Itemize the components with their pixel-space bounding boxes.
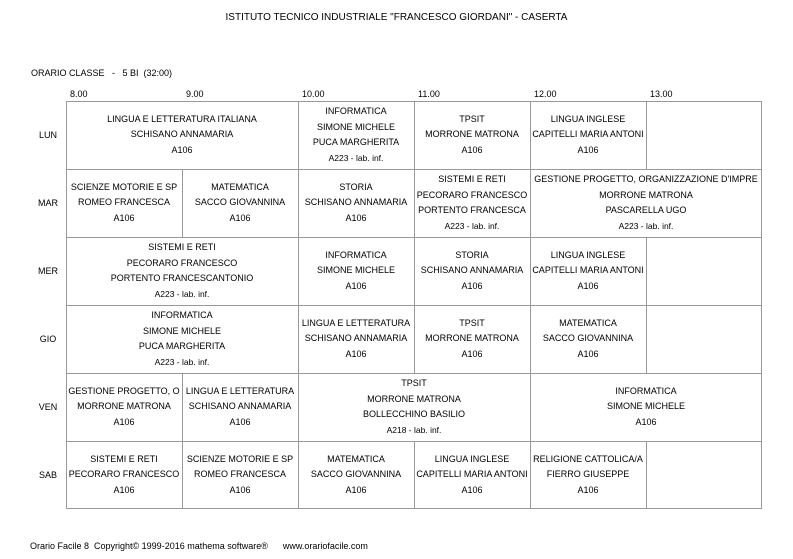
- lesson-cell: [298, 373, 530, 441]
- lesson-cell: [530, 169, 762, 237]
- day-label: VEN: [38, 402, 58, 412]
- room-label: A106: [577, 484, 599, 495]
- teacher-label: SCHISANO ANNAMARIA: [130, 129, 234, 140]
- lesson-cell: [298, 101, 414, 169]
- teacher-label: ROMEO FRANCESCA: [193, 469, 286, 480]
- teacher-label: MORRONE MATRONA: [77, 401, 171, 412]
- page-title: ISTITUTO TECNICO INDUSTRIALE "FRANCESCO GIORDANI" - CASERTA: [225, 12, 568, 23]
- room-label: A223 - lab. inf.: [154, 356, 210, 367]
- subject-label: LINGUA E LETTERATURA: [185, 385, 295, 396]
- lesson-cell: [182, 169, 298, 237]
- teacher-label: SACCO GIOVANNINA: [542, 333, 634, 344]
- hour-label: 11.00: [418, 89, 440, 99]
- teacher-label: SIMONE MICHELE: [606, 401, 685, 412]
- room-label: A106: [577, 144, 599, 155]
- lesson-cell: [414, 441, 530, 509]
- lesson-cell: [530, 441, 646, 509]
- subject-label: SISTEMI E RETI: [148, 242, 216, 252]
- teacher-label: PECORARO FRANCESCO: [126, 257, 238, 268]
- teacher-label: MORRONE MATRONA: [367, 393, 461, 404]
- teacher-label: FIERRO GIUSEPPE: [546, 469, 630, 480]
- teacher-label: CAPITELLI MARIA ANTONI: [532, 129, 644, 140]
- room-label: A106: [345, 280, 367, 291]
- teacher-label: CAPITELLI MARIA ANTONI: [416, 469, 528, 480]
- teacher-label: PECORARO FRANCESCO: [68, 469, 180, 480]
- subject-label: STORIA: [339, 181, 373, 192]
- subject-label: LINGUA INGLESE: [550, 249, 626, 260]
- room-label: A106: [345, 484, 367, 495]
- subject-label: SCIENZE MOTORIE E SP: [186, 453, 294, 464]
- room-label: A106: [577, 348, 599, 359]
- subject-label: INFORMATICA: [325, 249, 387, 260]
- hour-label: 8.00: [70, 89, 88, 99]
- day-label: GIO: [39, 334, 57, 344]
- teacher-label: PUCA MARGHERITA: [138, 341, 226, 351]
- lesson-cell: [530, 237, 646, 305]
- subject-label: SISTEMI E RETI: [90, 453, 158, 464]
- subject-label: MATEMATICA: [559, 317, 617, 328]
- subject-label: LINGUA INGLESE: [434, 453, 510, 464]
- lesson-cell: [530, 373, 762, 441]
- room-label: A106: [229, 484, 251, 495]
- subject-label: STORIA: [455, 249, 489, 260]
- subject-label: INFORMATICA: [151, 310, 213, 320]
- teacher-label: MORRONE MATRONA: [425, 333, 519, 344]
- subject-label: LINGUA INGLESE: [550, 113, 626, 124]
- subject-label: INFORMATICA: [325, 106, 387, 116]
- room-label: A223 - lab. inf.: [444, 220, 500, 231]
- subject-label: LINGUA E LETTERATURA: [301, 317, 411, 328]
- room-label: A106: [461, 484, 483, 495]
- subject-label: GESTIONE PROGETTO, O: [68, 385, 180, 396]
- teacher-label: SCHISANO ANNAMARIA: [304, 197, 408, 208]
- room-label: A106: [635, 416, 657, 427]
- subject-label: SCIENZE MOTORIE E SP: [70, 181, 178, 192]
- lesson-cell: [66, 237, 298, 305]
- hour-header: [66, 89, 762, 101]
- subject-label: TPSIT: [459, 317, 485, 328]
- room-label: A218 - lab. inf.: [386, 424, 442, 435]
- teacher-label: SIMONE MICHELE: [316, 121, 395, 132]
- room-label: A106: [345, 212, 367, 223]
- room-label: A106: [113, 212, 135, 223]
- day-label: SAB: [38, 470, 57, 480]
- subject-label: TPSIT: [459, 113, 485, 124]
- teacher-label: BOLLECCHINO BASILIO: [362, 409, 466, 419]
- lesson-cell: [66, 169, 182, 237]
- teacher-label: SIMONE MICHELE: [142, 325, 221, 336]
- room-label: A106: [577, 280, 599, 291]
- teacher-label: SIMONE MICHELE: [316, 265, 395, 276]
- day-label: MAR: [38, 198, 58, 208]
- subject-label: SISTEMI E RETI: [438, 174, 506, 184]
- teacher-label: MORRONE MATRONA: [599, 189, 693, 200]
- timetable-grid: [66, 101, 762, 509]
- lesson-cell: [530, 305, 646, 373]
- room-label: A223 - lab. inf.: [328, 152, 384, 163]
- subject-label: TPSIT: [401, 378, 427, 388]
- lesson-cell: [414, 169, 530, 237]
- subject-label: GESTIONE PROGETTO, ORGANIZZAZIONE D'IMPRE: [534, 174, 758, 184]
- day-label: LUN: [38, 130, 57, 140]
- lesson-cell: [66, 373, 182, 441]
- room-label: A106: [229, 212, 251, 223]
- lesson-cell: [66, 441, 182, 509]
- teacher-label: SACCO GIOVANNINA: [194, 197, 286, 208]
- subject-label: RELIGIONE CATTOLICA/A: [533, 453, 643, 464]
- footer-copyright: Orario Facile 8 Copyright© 1999-2016 mathema software® www.orariofacile.com: [30, 541, 368, 551]
- lesson-cell: [298, 237, 414, 305]
- teacher-label: SACCO GIOVANNINA: [310, 469, 402, 480]
- room-label: A106: [113, 416, 135, 427]
- lesson-cell: [182, 373, 298, 441]
- teacher-label: PASCARELLA UGO: [605, 205, 687, 215]
- subject-label: INFORMATICA: [615, 385, 677, 396]
- room-label: A106: [461, 144, 483, 155]
- lesson-cell: [414, 237, 530, 305]
- room-label: A106: [461, 280, 483, 291]
- room-label: A223 - lab. inf.: [154, 288, 210, 299]
- lesson-cell: [414, 305, 530, 373]
- teacher-label: SCHISANO ANNAMARIA: [420, 265, 524, 276]
- lesson-cell: [414, 101, 530, 169]
- subject-label: LINGUA E LETTERATURA ITALIANA: [107, 113, 257, 124]
- room-label: A106: [171, 144, 193, 155]
- lesson-cell: [298, 305, 414, 373]
- lesson-cell: [66, 101, 298, 169]
- room-label: A223 - lab. inf.: [618, 220, 674, 231]
- teacher-label: PECORARO FRANCESCO: [416, 189, 528, 200]
- hour-label: 13.00: [650, 89, 673, 99]
- lesson-cell: [182, 441, 298, 509]
- hour-label: 9.00: [186, 89, 204, 99]
- teacher-label: SCHISANO ANNAMARIA: [304, 333, 408, 344]
- room-label: A106: [113, 484, 135, 495]
- teacher-label: SCHISANO ANNAMARIA: [188, 401, 292, 412]
- hour-label: 10.00: [302, 89, 325, 99]
- teacher-label: PUCA MARGHERITA: [312, 137, 400, 147]
- lesson-cell: [298, 169, 414, 237]
- room-label: A106: [345, 348, 367, 359]
- day-label: MER: [38, 266, 58, 276]
- class-label: ORARIO CLASSE - 5 BI (32:00): [31, 68, 173, 78]
- subject-label: MATEMATICA: [327, 453, 385, 464]
- lesson-cell: [66, 305, 298, 373]
- lesson-cell: [298, 441, 414, 509]
- lesson-cell: [530, 101, 646, 169]
- teacher-label: ROMEO FRANCESCA: [77, 197, 170, 208]
- teacher-label: CAPITELLI MARIA ANTONI: [532, 265, 644, 276]
- teacher-label: MORRONE MATRONA: [425, 129, 519, 140]
- room-label: A106: [229, 416, 251, 427]
- teacher-label: PORTENTO FRANCESCANTONIO: [110, 273, 254, 283]
- subject-label: MATEMATICA: [211, 181, 269, 192]
- hour-label: 12.00: [534, 89, 557, 99]
- teacher-label: PORTENTO FRANCESCA: [418, 205, 526, 215]
- room-label: A106: [461, 348, 483, 359]
